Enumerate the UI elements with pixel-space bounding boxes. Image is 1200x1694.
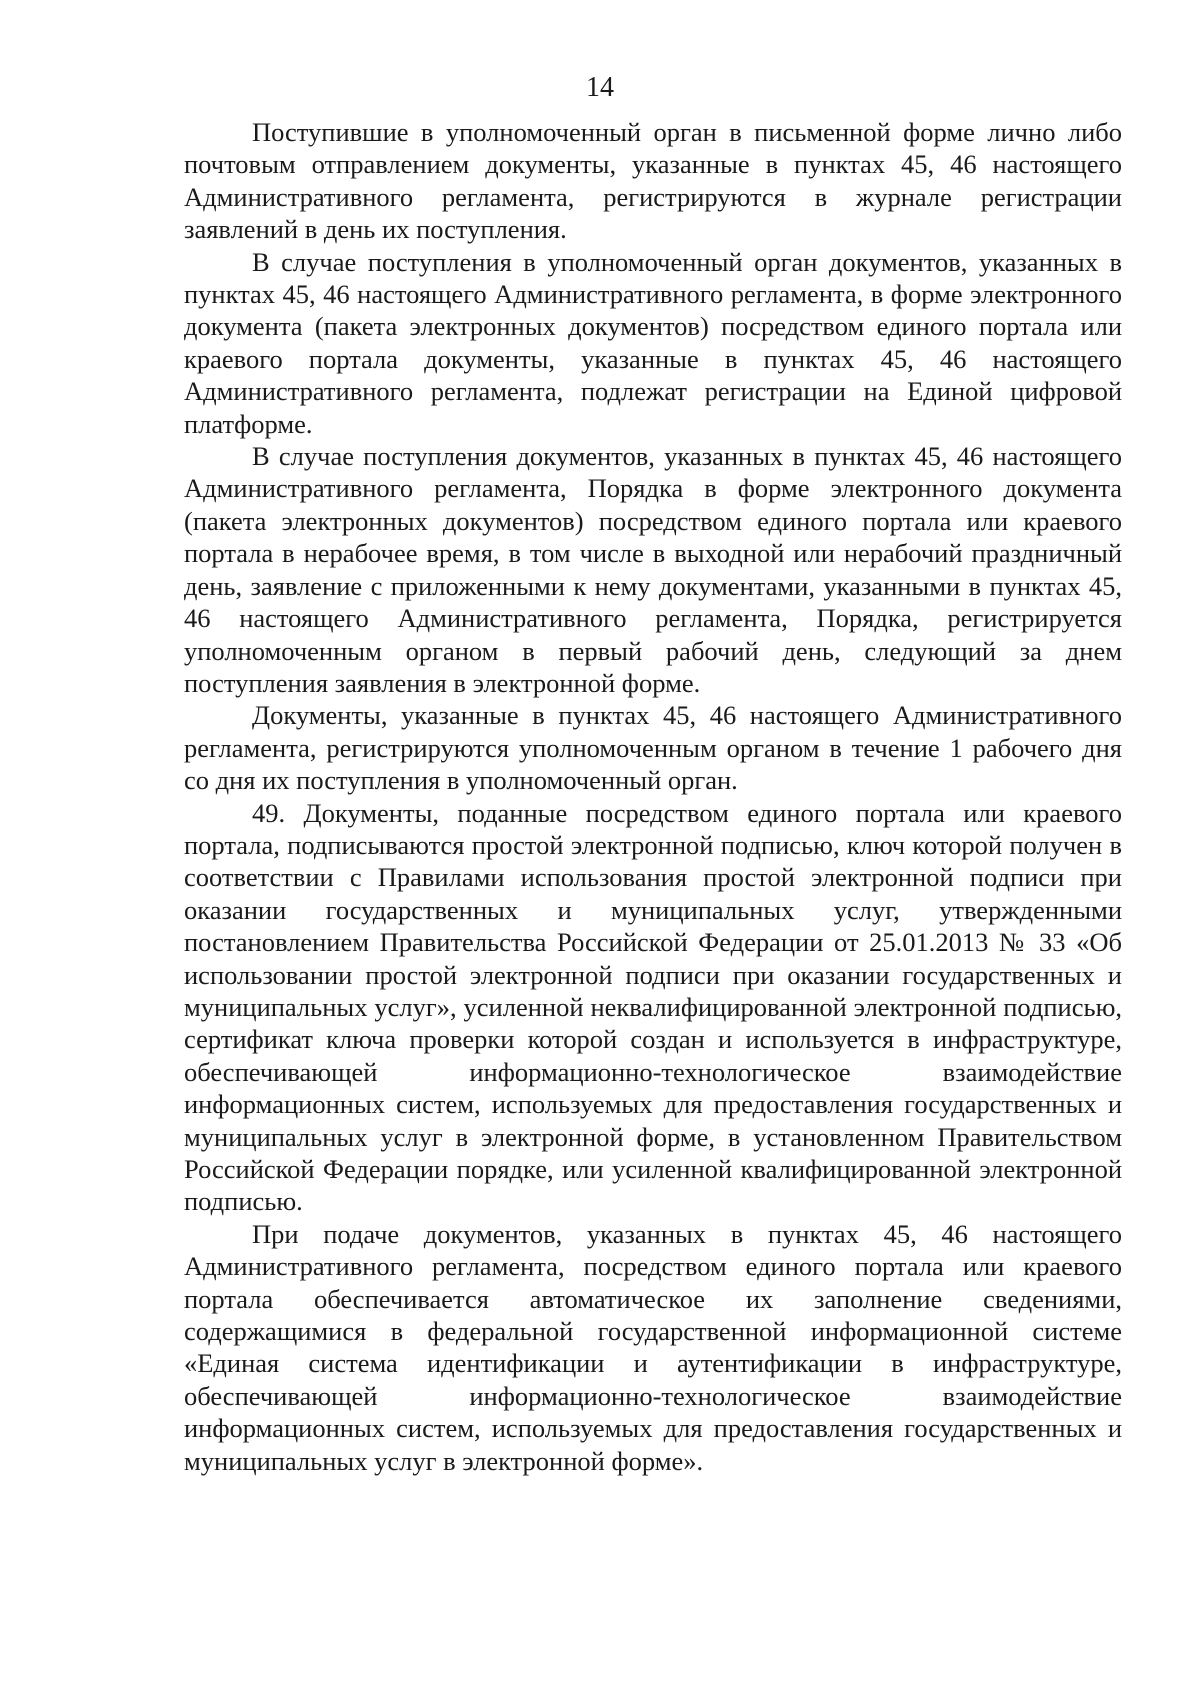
paragraph-electronic-registration: В случае поступления в уполномоченный орган документов, указанных в пунктах 45, 46 настоящего Административного регламента, в форме электронного документа (пакета электронных документов) посредством единого портала или краевого портала документы, указанные в пунктах 45, 46 настоящего Административного регламента, подлежат регистрации на Единой цифровой платформе.	[184, 246, 1122, 439]
paragraph-auto-fill: При подаче документов, указанных в пунктах 45, 46 настоящего Административного регламента, посредством единого портала или краевого портала обеспечивается автоматическое их заполнение сведениями, содержащимися в федеральной государственной информационной системе «Единая система идентификации и аутентификации в инфраструктуре, обеспечивающей информационно-технологическое взаимодействие информационных систем, используемых для предоставления государственных и муниципальных услуг в электронной форме».	[184, 1218, 1122, 1476]
page-number: 14	[586, 72, 614, 103]
paragraph-paper-registration: Поступившие в уполномоченный орган в письменной форме лично либо почтовым отправлением документы, указанные в пунктах 45, 46 настоящего Административного регламента, регистрируются в журнале регистрации заявлений в день их поступления.	[184, 117, 1122, 245]
document-body	[184, 116, 1122, 1477]
paragraph-registration-deadline: Документы, указанные в пунктах 45, 46 настоящего Административного регламента, регистрируются уполномоченным органом в течение 1 рабочего дня со дня их поступления в уполномоченный орган.	[184, 700, 1122, 796]
paragraph-nonworking-time-registration: В случае поступления документов, указанных в пунктах 45, 46 настоящего Административного регламента, Порядка в форме электронного документа (пакета электронных документов) посредством единого портала или краевого портала в нерабочее время, в том числе в выходной или нерабочий праздничный день, заявление с приложенными к нему документами, указанными в пунктах 45, 46 настоящего Административного регламента, Порядка, регистрируется уполномоченным органом в первый рабочий день, следующий за днем поступления заявления в электронной форме.	[184, 441, 1122, 698]
paragraph-item-49-signatures: 49. Документы, поданные посредством единого портала или краевого портала, подписываются простой электронной подписью, ключ которой получен в соответствии с Правилами использования простой электронной подписи при оказании государственных и муниципальных услуг, утвержденными постановлением Правительства Российской Федерации от 25.01.2013 № 33 «Об использовании простой электронной подписи при оказании государственных и муниципальных услуг», усиленной неквалифицированной электронной подписью, сертификат ключа проверки которой создан и используется в инфраструктуре, обеспечивающей информационно-технологическое взаимодействие информационных систем, используемых для предоставления государственных и муниципальных услуг в электронной форме, в установленном Правительством Российской Федерации порядке, или усиленной квалифицированной электронной подписью.	[184, 797, 1122, 1217]
